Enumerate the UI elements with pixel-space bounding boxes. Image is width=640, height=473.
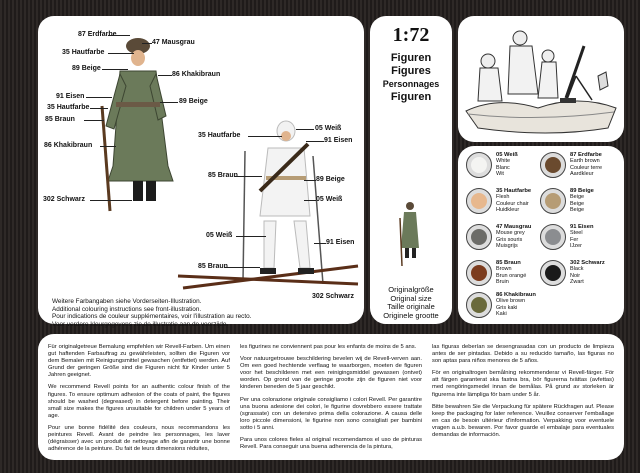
label-khakibraun-right: 86 Khakibraun bbox=[172, 71, 221, 78]
figures-en: Figures bbox=[391, 65, 431, 77]
paint-name-translation: Bruin bbox=[496, 279, 509, 286]
paint-name-translation: Steel bbox=[570, 230, 583, 237]
paint-color-dot bbox=[545, 265, 561, 281]
paint-name-translation: Brown bbox=[496, 266, 512, 273]
mortar-team-diorama-illustration bbox=[458, 16, 624, 142]
leader-line bbox=[314, 243, 326, 244]
paint-swatch-05 bbox=[466, 152, 518, 178]
paint-color-dot bbox=[471, 157, 487, 173]
figures-nl: Figuren bbox=[390, 91, 432, 103]
paint-name-translation: Earth brown bbox=[570, 158, 600, 165]
paint-color-dot bbox=[545, 157, 561, 173]
label-schwarz-s2: 302 Schwarz bbox=[312, 293, 355, 300]
label-eisen-top: 91 Eisen bbox=[324, 137, 353, 144]
paint-name-translation: Mouse grey bbox=[496, 230, 525, 237]
paint-name-primary: 85 Braun bbox=[496, 260, 521, 266]
leader-line bbox=[90, 108, 108, 109]
paint-name-translation: Brun orangé bbox=[496, 272, 527, 279]
leader-line bbox=[304, 200, 316, 201]
paint-tin-icon bbox=[540, 152, 566, 178]
paint-label bbox=[496, 224, 531, 250]
note-en: Additional colouring instructions see front-illustration. bbox=[52, 305, 202, 313]
original-size-de: Originalgröße bbox=[388, 285, 434, 294]
paint-tin-icon bbox=[466, 292, 492, 318]
paint-swatch-85 bbox=[466, 260, 526, 286]
figures-info-panel bbox=[370, 16, 452, 324]
soldier-illustrations bbox=[38, 16, 364, 324]
paint-name-translation: Flesh bbox=[496, 194, 510, 201]
paint-swatch-47 bbox=[466, 224, 531, 250]
instructions-de: Für originalgetreue Bemalung empfehlen wir Revell-Farben. Um einen gut haftenden Farbauftrag zu gewährleisten, sollten die Figuren vor dem Bemalen mit Reinigungsmittel gewaschen (entfettet) werden. Auf Grund der geringen Größe sind die Figuren nicht für Kinder unter 5 Jahren geeignet. bbox=[48, 344, 230, 379]
paint-name-translation: Noir bbox=[570, 272, 581, 279]
leader-line bbox=[160, 102, 178, 103]
instructions-it: Per una colorazione originale consigliamo i colori Revell. Per garantire una buona adesione dei colori, le figurine dovrebbero essere trattate (sgrassate) con un detersivo prima della colorazione. A causa delle loro piccole dimensioni, le figurine non sono consigliati per bambini sotto i 5 anni. bbox=[240, 396, 422, 431]
paint-name-translation: Zwart bbox=[570, 279, 584, 286]
paint-name-primary: 35 Hautfarbe bbox=[496, 188, 532, 194]
original-size-caption bbox=[370, 286, 452, 320]
instructions-panel bbox=[38, 334, 624, 460]
label-eisen-left: 91 Eisen bbox=[56, 93, 85, 100]
paint-label bbox=[496, 188, 531, 214]
paint-tin-icon bbox=[466, 224, 492, 250]
paint-name-primary: 87 Erdfarbe bbox=[570, 152, 602, 158]
paint-label bbox=[496, 260, 526, 286]
instructions-column-2 bbox=[240, 344, 422, 456]
label-hautfarbe-mid: 35 Hautfarbe bbox=[47, 104, 90, 111]
paint-name-translation: Beige bbox=[570, 207, 585, 214]
paint-label bbox=[570, 152, 602, 178]
soldier-greatcoat-illustration bbox=[102, 38, 173, 211]
note-nl: Voor verdere kleurgegevens zie de illustratie aan de voorzijde. bbox=[52, 320, 229, 328]
paint-name-primary: 47 Mausgrau bbox=[496, 224, 532, 230]
leader-line bbox=[304, 180, 316, 181]
paint-name-translation: Black bbox=[570, 266, 584, 273]
paint-name-translation: Olive brown bbox=[496, 298, 526, 305]
original-size-fr: Taille originale bbox=[387, 302, 435, 311]
paint-color-dot bbox=[545, 193, 561, 209]
paint-name-primary: 302 Schwarz bbox=[570, 260, 605, 266]
instructions-es-cont: las figuras deberían se desengrasadas con un producto de limpieza antes de ser pintadas. Debido a su reducido tamaño, las figuras no son aptas para niños menores de 5 años. bbox=[432, 344, 614, 365]
label-mausgrau: 47 Mausgrau bbox=[152, 39, 195, 46]
instructions-es: Para unos colores fieles al original recomendamos el uso de pinturas Revell. Para conseguir una buena adherencia de la pintura, bbox=[240, 437, 422, 451]
label-weiss-left: 05 Weiß bbox=[206, 232, 233, 239]
note-de: Weitere Farbangaben siehe Vorderseiten-Illustration. bbox=[52, 298, 202, 305]
paint-name-translation: Gris souris bbox=[496, 236, 523, 243]
label-beige-right: 89 Beige bbox=[179, 98, 208, 105]
paint-tin-icon bbox=[466, 152, 492, 178]
instructions-column-3 bbox=[432, 344, 614, 444]
figures-de: Figuren bbox=[390, 52, 432, 64]
instructions-fr-cont: les figurines ne conviennent pas pour les enfants de moins de 5 ans. bbox=[240, 344, 417, 350]
paint-name-translation: Beige bbox=[570, 194, 585, 201]
instructions-sv: För en originaltrogen bemålning rekommenderar vi Revell-färger. För att färgen garanterat ska fastna bra, bör figurerna tvättas (avfettas) med rengöringsmedel innan de bemålas. På grund av storleken är figurerna inte lämpliga för barn under 5 år. bbox=[432, 370, 614, 398]
paint-label bbox=[496, 292, 536, 318]
leader-line bbox=[84, 120, 104, 121]
leader-line bbox=[234, 176, 262, 177]
leader-line bbox=[100, 146, 116, 147]
instructions-column-1 bbox=[48, 344, 230, 458]
label-hautfarbe-top: 35 Hautfarbe bbox=[62, 49, 105, 56]
paint-label bbox=[570, 224, 594, 250]
paint-swatch-302 bbox=[540, 260, 605, 286]
paint-label bbox=[570, 260, 605, 286]
paint-name-translation: Muisgrijs bbox=[496, 243, 518, 250]
paint-name-translation: Fer bbox=[570, 236, 579, 243]
label-schwarz-left: 302 Schwarz bbox=[43, 196, 86, 203]
paint-color-dot bbox=[471, 229, 487, 245]
paint-color-dot bbox=[471, 297, 487, 313]
paint-name-translation: Wit bbox=[496, 171, 504, 178]
leader-line bbox=[108, 35, 130, 36]
label-braun-ski: 85 Braun bbox=[198, 263, 228, 270]
paint-name-primary: 89 Beige bbox=[570, 188, 594, 194]
leader-line bbox=[158, 75, 172, 76]
leader-line bbox=[108, 53, 134, 54]
paint-name-translation: Beige bbox=[570, 200, 585, 207]
figure-colour-guide-panel bbox=[38, 16, 364, 328]
paint-name-translation: Blanc bbox=[496, 164, 510, 171]
packaging-note: Bitte bewahren Sie die Verpackung für spätere Rückfragen auf. Please keep the packaging for later reference. Veuillez conserver l'emballage en cas de besoin ultérieur d'information. Verpakking voor eventuele vragen a.u.b. bewaren. Por favor guarde el embalaje para eventuales demandas de información. bbox=[432, 403, 614, 439]
paint-name-primary: 05 Weiß bbox=[496, 152, 518, 158]
original-size-nl: Originele grootte bbox=[383, 310, 439, 320]
paint-color-dot bbox=[471, 265, 487, 281]
leader-line bbox=[86, 97, 112, 98]
paint-name-primary: 86 Khakibraun bbox=[496, 292, 536, 298]
leader-line bbox=[296, 129, 314, 130]
paint-tin-icon bbox=[466, 260, 492, 286]
scale-title: 1:72 bbox=[392, 24, 430, 46]
paint-name-translation: Aardkleur bbox=[570, 171, 594, 178]
diorama-panel bbox=[458, 16, 624, 142]
figures-title bbox=[370, 52, 452, 104]
paint-name-translation: White bbox=[496, 158, 511, 165]
label-eisen-bottom: 91 Eisen bbox=[326, 239, 355, 246]
leader-line bbox=[306, 141, 324, 142]
instructions-en: We recommend Revell points for an authentic colour finish of the figures. To ensure optimum adhesion of the coats of paint, the figures should be washed (degreased) in detergent before painting. Their small size makes the figures unsuitable for children under 5 years of age. bbox=[48, 384, 230, 419]
paint-tin-icon bbox=[540, 224, 566, 250]
colour-notes bbox=[52, 298, 251, 328]
leader-line bbox=[224, 267, 260, 268]
paint-tin-icon bbox=[540, 188, 566, 214]
leader-line bbox=[248, 136, 282, 137]
paint-label bbox=[570, 188, 594, 214]
paint-tin-icon bbox=[540, 260, 566, 286]
paint-swatch-86 bbox=[466, 292, 536, 318]
paint-legend-panel bbox=[458, 146, 624, 324]
paint-color-dot bbox=[471, 193, 487, 209]
paint-label bbox=[496, 152, 518, 178]
paint-name-translation: IJzer bbox=[570, 243, 582, 250]
paint-name-translation: Kaki bbox=[496, 311, 507, 318]
paint-name-translation: Couleur terre bbox=[570, 164, 603, 171]
leader-line bbox=[90, 200, 132, 201]
label-beige-left: 89 Beige bbox=[72, 65, 101, 72]
original-size-figure bbox=[370, 186, 452, 296]
instructions-nl: Voor natuurgetrouwe beschildering bevelen wij de Revell-verven aan. Om een goed hechtende verflaag te waarborgen, moeten de figuren voor het beschilderen met een reinigingsmiddel gewassen (ontvet) worden. Op grond van de geringe grootte zijn de figuren niet voor kinderen beneden de 5 jaar geschikt. bbox=[240, 356, 422, 391]
label-weiss-top: 05 Weiß bbox=[315, 125, 342, 132]
original-size-en: Original size bbox=[390, 293, 432, 303]
paint-name-translation: Huidkleur bbox=[496, 207, 520, 214]
label-hautfarbe-s2: 35 Hautfarbe bbox=[198, 132, 241, 139]
leader-line bbox=[102, 69, 128, 70]
paint-tin-icon bbox=[466, 188, 492, 214]
paint-swatch-87 bbox=[540, 152, 602, 178]
paint-name-translation: Couleur chair bbox=[496, 200, 529, 207]
figures-fr: Personnages bbox=[382, 79, 440, 89]
label-weiss-mid: 05 Weiß bbox=[316, 196, 343, 203]
leader-line bbox=[142, 43, 152, 44]
label-erdfarbe: 87 Erdfarbe bbox=[78, 31, 117, 38]
label-beige-s2: 89 Beige bbox=[316, 176, 345, 183]
note-fr: Pour indications de couleur supplémentaires, voir l'illustration au recto. bbox=[52, 313, 252, 321]
label-khakibraun-left: 86 Khakibraun bbox=[44, 142, 93, 149]
paint-swatch-89 bbox=[540, 188, 594, 214]
paint-swatch-91 bbox=[540, 224, 594, 250]
paint-name-translation: Gris kaki bbox=[496, 304, 518, 311]
paint-name-primary: 91 Eisen bbox=[570, 224, 594, 230]
paint-swatch-35 bbox=[466, 188, 531, 214]
paint-color-dot bbox=[545, 229, 561, 245]
instructions-fr: Pour une bonne fidélité des couleurs, nous recommandons les peintures Revell. Avant de peindre les personnages, les laver (dégraisser) avec un produit de nettoyage afin de garantir une bonne adhérence de la peinture. Du fait de leurs dimensions réduites, bbox=[48, 424, 230, 453]
label-braun-left: 85 Braun bbox=[45, 116, 75, 123]
leader-line bbox=[236, 236, 266, 237]
label-braun-s2: 85 Braun bbox=[208, 172, 238, 179]
